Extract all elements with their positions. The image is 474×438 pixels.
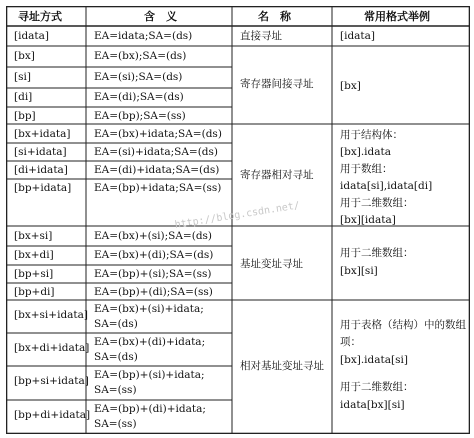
table-row-mode: [bx] <box>14 50 35 62</box>
table-row-meaning: EA=(bx)+(si);SA=(ds) <box>94 230 213 242</box>
table-row-meaning: EA=(bx);SA=(ds) <box>94 50 187 62</box>
watermark-text: http://blog.csdn.net/ <box>174 200 301 231</box>
example-base-index-line: 用于二维数组： <box>340 247 414 259</box>
table-row-mode: [bx+idata] <box>14 128 71 140</box>
table-row-mode: [si+idata] <box>14 146 67 158</box>
table-row-meaning: EA=(di);SA=(ds) <box>94 91 184 103</box>
table-row-meaning: EA=(bp)+(si)+idata; <box>94 369 205 381</box>
example-relative-base-index-line: [bx].idata[si] <box>340 354 408 366</box>
table-row-mode: [bx+di+idata] <box>14 342 90 354</box>
table-row-mode: [bp+idata] <box>14 182 72 194</box>
table-row-meaning: EA=(di)+idata;SA=(ds) <box>94 164 220 176</box>
table-row-meaning: EA=(bx)+(di);SA=(ds) <box>94 249 214 261</box>
table-row-meaning: EA=(bx)+(si)+idata; <box>94 303 204 315</box>
table-row-meaning: EA=(bp)+(di);SA=(ss) <box>94 286 213 298</box>
group-name-base-index: 基址变址寻址 <box>240 258 303 270</box>
group-name-relative-base-index: 相对基址变址寻址 <box>240 360 324 372</box>
example-register-relative-line: [bx].idata <box>340 146 391 158</box>
table-row-meaning: EA=(bx)+(di)+idata; <box>94 336 206 348</box>
table-row-meaning: SA=(ds) <box>94 351 138 363</box>
example-base-index-line: [bx][si] <box>340 265 378 277</box>
table-row-mode: [si] <box>14 71 31 83</box>
example-register-relative-line: idata[si],idata[di] <box>340 180 433 192</box>
example-direct: [idata] <box>340 30 376 42</box>
table-row-meaning: EA=(bp);SA=(ss) <box>94 110 186 122</box>
table-row-mode: [bp+di] <box>14 286 55 298</box>
example-relative-base-index-line: 项： <box>340 336 361 348</box>
example-relative-base-index-line: 用于表格（结构）中的数组 <box>340 319 466 331</box>
group-name-direct: 直接寻址 <box>240 30 282 42</box>
example-register-relative-line: 用于二维数组： <box>340 197 414 209</box>
header-addressing-mode: 寻址方式 <box>18 10 62 23</box>
example-register-indirect: [bx] <box>340 80 361 92</box>
table-row-mode: [bp+si+idata] <box>14 375 89 387</box>
example-relative-base-index-line: idata[bx][si] <box>340 399 405 411</box>
example-register-relative-line: 用于数组： <box>340 163 393 175</box>
table-row-meaning: SA=(ds) <box>94 318 138 330</box>
table-row-mode: [bx+si] <box>14 230 53 242</box>
table-row-meaning: EA=(si);SA=(ds) <box>94 71 183 83</box>
group-name-register-relative: 寄存器相对寻址 <box>240 169 314 181</box>
table-row-meaning: SA=(ss) <box>94 384 137 396</box>
table-row-mode: [idata] <box>14 30 50 42</box>
addressing-modes-table <box>6 6 470 434</box>
table-row-meaning: EA=(bx)+idata;SA=(ds) <box>94 128 222 140</box>
table-row-meaning: SA=(ss) <box>94 418 137 430</box>
example-register-relative-line: [bx][idata] <box>340 214 396 226</box>
table-row-mode: [bx+di] <box>14 249 54 261</box>
group-name-register-indirect: 寄存器间接寻址 <box>240 78 314 90</box>
table-row-meaning: EA=(bp)+(di)+idata; <box>94 403 206 415</box>
table-row-meaning: EA=idata;SA=(ds) <box>94 30 193 42</box>
header-common-formats: 常用格式举例 <box>364 10 430 23</box>
header-meaning: 含 义 <box>144 10 177 23</box>
table-row-mode: [bp+di+idata] <box>14 409 91 421</box>
table-row-mode: [bp] <box>14 110 36 122</box>
table-row-meaning: EA=(si)+idata;SA=(ds) <box>94 146 219 158</box>
header-name: 名 称 <box>258 10 291 23</box>
table-row-meaning: EA=(bp)+(si);SA=(ss) <box>94 268 212 280</box>
table-row-meaning: EA=(bp)+idata;SA=(ss) <box>94 182 222 194</box>
table-row-mode: [di] <box>14 91 33 103</box>
example-relative-base-index-line: 用于二维数组： <box>340 381 414 393</box>
table-row-mode: [di+idata] <box>14 164 68 176</box>
table-row-mode: [bp+si] <box>14 268 54 280</box>
example-register-relative-line: 用于结构体： <box>340 129 403 141</box>
table-row-mode: [bx+si+idata] <box>14 309 88 321</box>
